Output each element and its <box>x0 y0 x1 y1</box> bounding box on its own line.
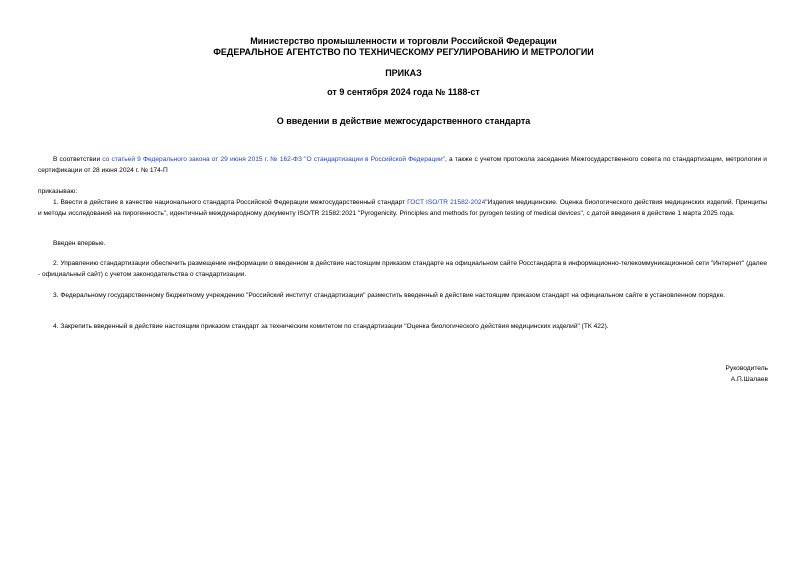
signature-role: Руководитель <box>725 365 768 372</box>
order-date-number: от 9 сентября 2024 года № 1188-ст <box>327 87 480 97</box>
law-link[interactable]: со статьей 9 Федерального закона от 29 июня 2015 г. № 162-ФЗ "О стандартизации в Российской Федерации" <box>102 156 446 163</box>
document-header <box>0 36 807 58</box>
ministry-name: Министерство промышленности и торговли Российской Федерации <box>250 36 557 46</box>
agency-name: ФЕДЕРАЛЬНОЕ АГЕНТСТВО ПО ТЕХНИЧЕСКОМУ РЕГУЛИРОВАНИЮ И МЕТРОЛОГИИ <box>213 47 594 57</box>
preamble-text-after: , а также с учетом протокола заседания Межгосударственного совета по стандартизации, метрологии и сертификации от 28 июня 2024 г. № 174-П <box>38 156 767 174</box>
gost-link[interactable]: ГОСТ ISO/TR 21582-2024 <box>407 199 486 206</box>
item-1-text-before: 1. Ввести в действие в качестве национального стандарта Российской Федерации межгосударственный стандарт <box>53 199 408 206</box>
item-4-paragraph: 4. Закрепить введенный в действие настоящим приказом стандарт за техническим комитетом по стандартизации "Оценка биологического действия медицинских изделий" (ТК 422). <box>53 323 609 330</box>
signature-block <box>726 363 768 385</box>
introduced-first-note: Введен впервые. <box>53 240 106 247</box>
item-3-paragraph: 3. Федеральному государственному бюджетному учреждению "Российский институт стандартизации" разместить введенный в действие настоящим приказом стандарт на официальном сайте в установленном порядке. <box>53 292 726 299</box>
orders-word: приказываю: <box>38 188 78 195</box>
preamble-paragraph <box>38 154 767 176</box>
item-1-text-after: "Изделия медицинские. Оценка биологического действия медицинских изделий. Принципы и методы исследований на пирогенность", идентичный международному документу ISO/TR 21582:2021 "Pyrogenicity. Principles and methods for pyrogen testing of medical devices", с датой введения в действие 1 марта 2025 года. <box>38 199 767 217</box>
signature-name: А.П.Шалаев <box>730 376 768 383</box>
preamble-text-before: В соответствии <box>53 156 103 163</box>
item-2-paragraph: 2. Управлению стандартизации обеспечить размещение информации о введенном в действие настоящим приказом стандарте на официальном сайте Росстандарта в информационно-телекоммуникационной сети "Интернет" (далее - официальный сайт) с учетом законодательства о стандартизации. <box>38 260 767 278</box>
item-1-paragraph <box>38 197 767 219</box>
order-subject: О введении в действие межгосударственного стандарта <box>276 116 531 126</box>
order-title: ПРИКАЗ <box>385 68 422 78</box>
